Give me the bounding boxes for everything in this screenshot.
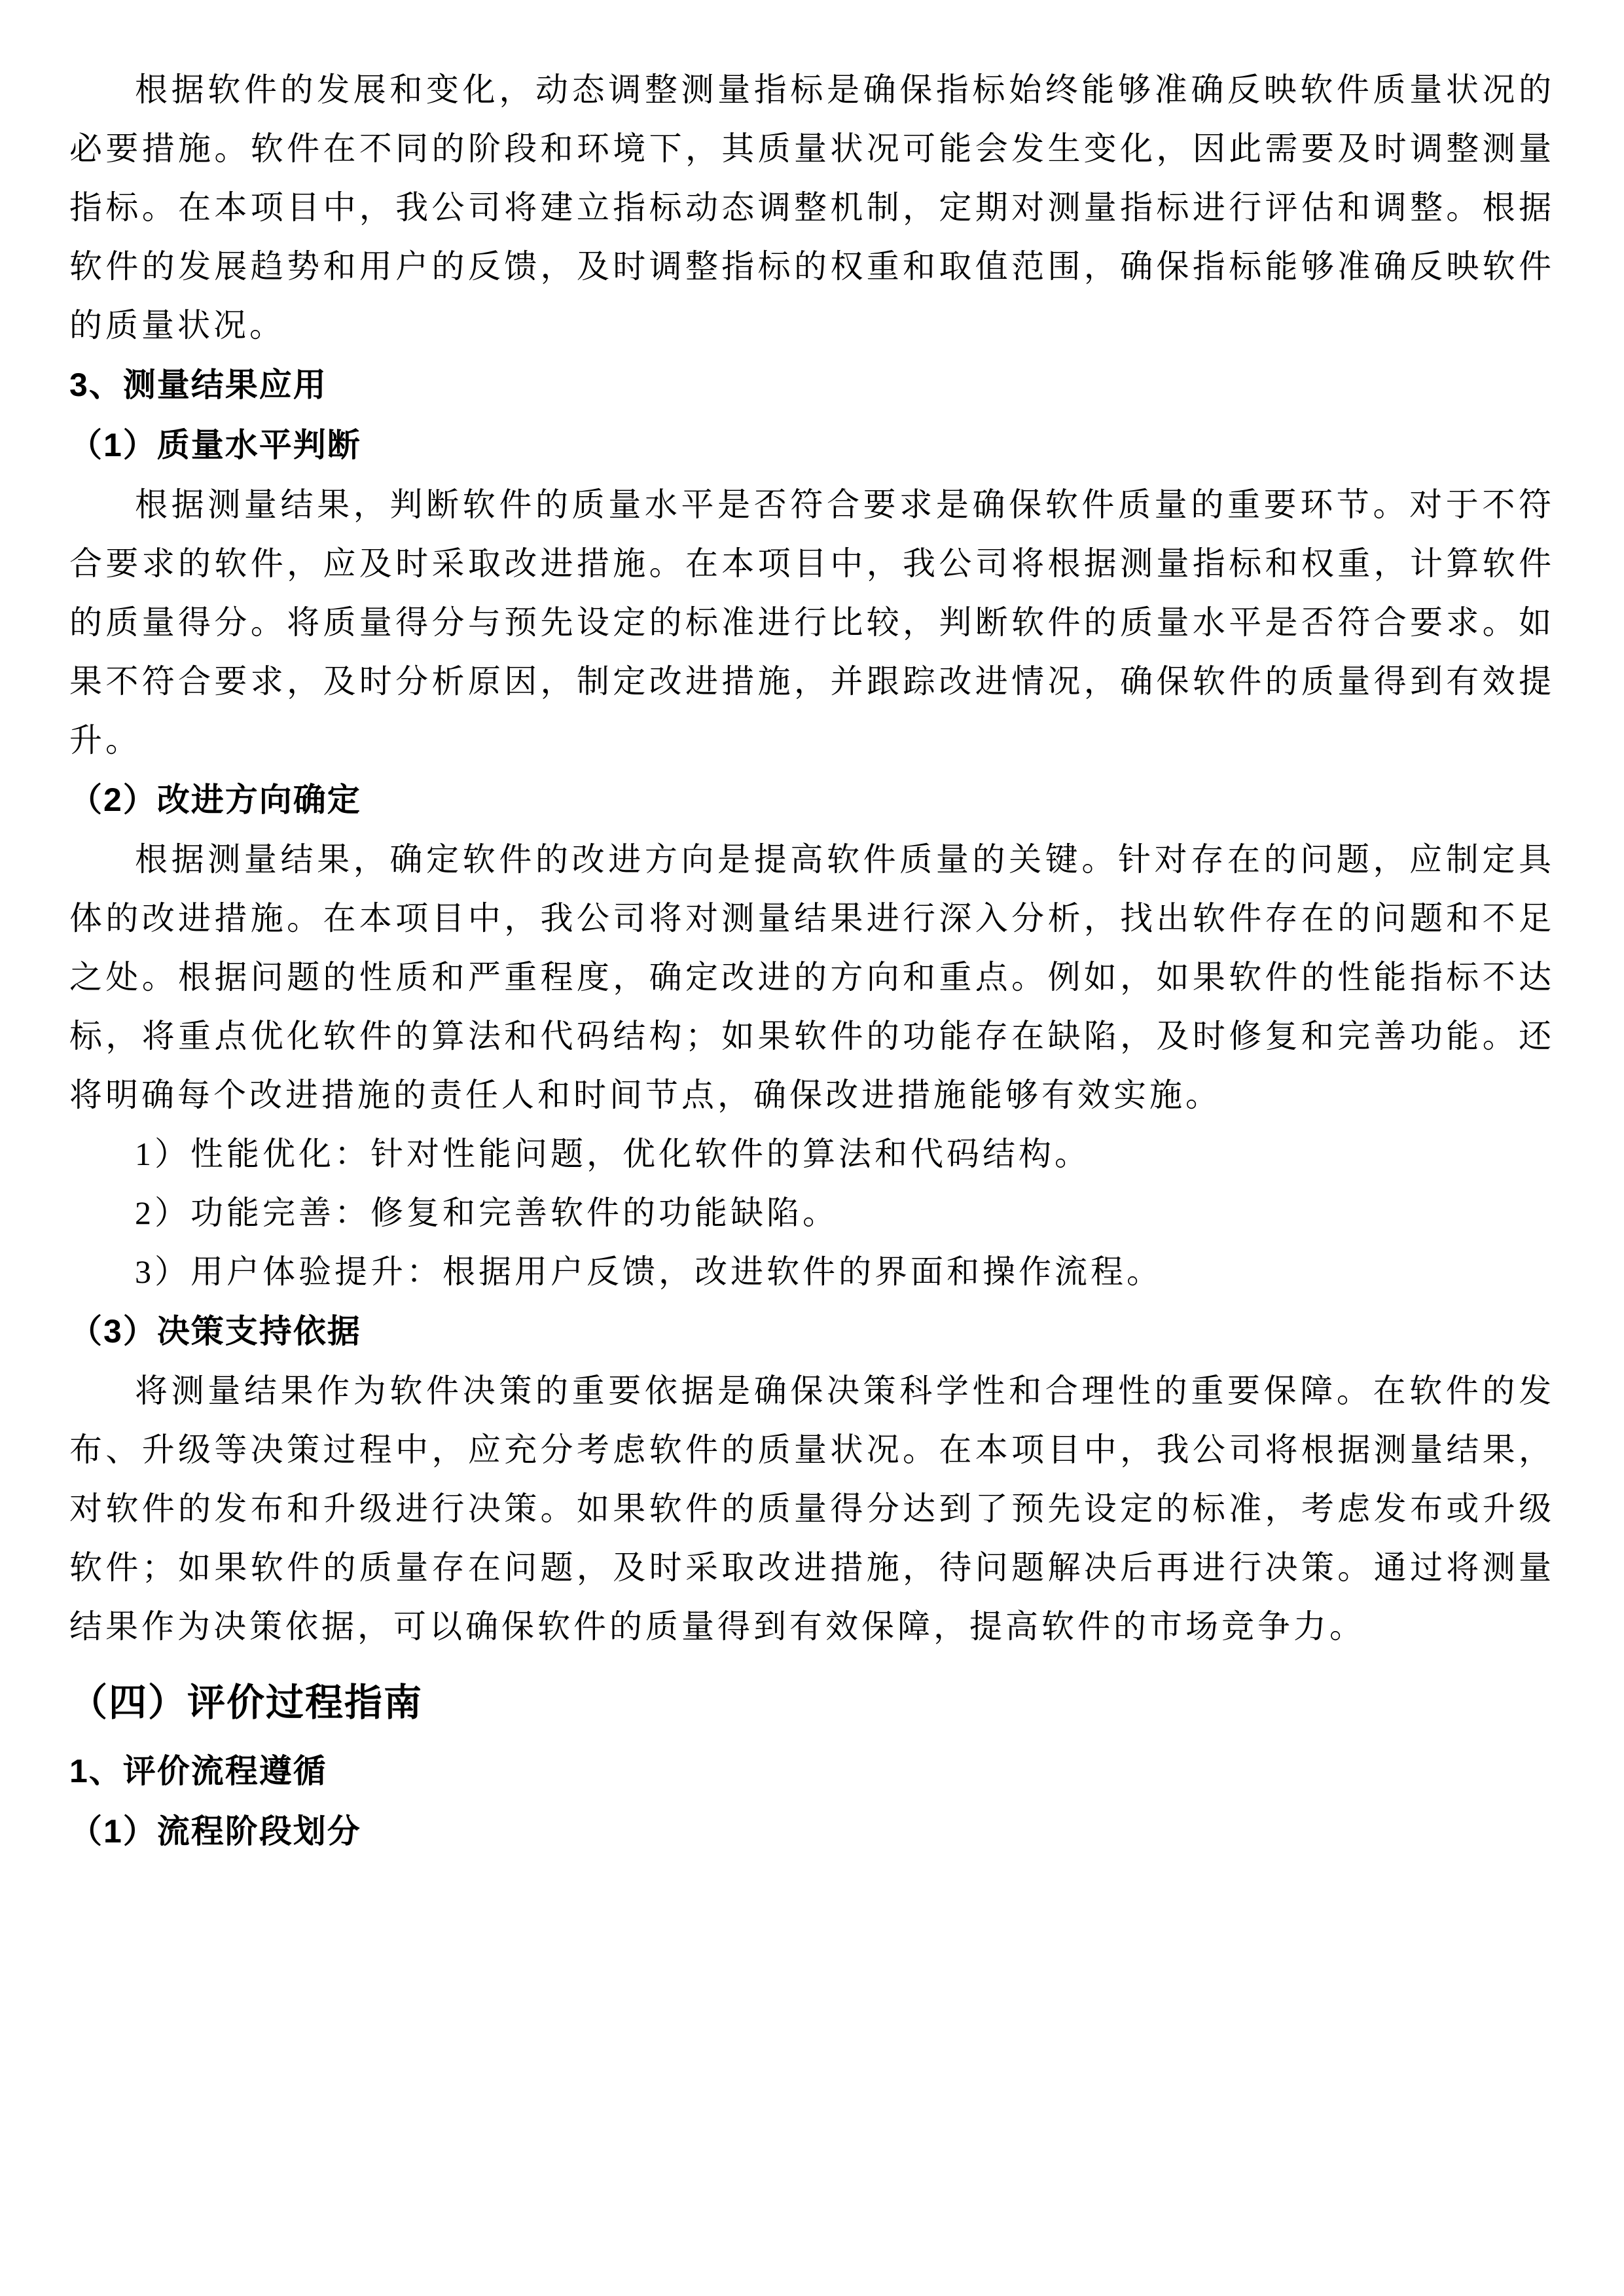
paragraph-dynamic-adjustment: 根据软件的发展和变化，动态调整测量指标是确保指标始终能够准确反映软件质量状况的必要措施。软件在不同的阶段和环境下，其质量状况可能会发生变化，因此需要及时调整测量指标。在本项目中，我公司将建立指标动态调整机制，定期对测量指标进行评估和调整。根据软件的发展趋势和用户的反馈，及时调整指标的权重和取值范围，确保指标能够准确反映软件的质量状况。 bbox=[69, 71, 1555, 344]
paragraph-decision-support: 将测量结果作为软件决策的重要依据是确保决策科学性和合理性的重要保障。在软件的发布、升级等决策过程中，应充分考虑软件的质量状况。在本项目中，我公司将根据测量结果，对软件的发布和升级进行决策。如果软件的质量得分达到了预先设定的标准，考虑发布或升级软件；如果软件的质量存在问题，及时采取改进措施，待问题解决后再进行决策。通过将测量结果作为决策依据，可以确保软件的质量得到有效保障，提高软件的市场竞争力。 bbox=[69, 1372, 1555, 1645]
heading-process-stage-division: （1）流程阶段划分 bbox=[69, 1813, 361, 1850]
heading-measurement-result-application: 3、测量结果应用 bbox=[69, 367, 327, 403]
list-item-user-experience: 3）用户体验提升：根据用户反馈，改进软件的界面和操作流程。 bbox=[135, 1253, 1163, 1290]
list-item-function-completion: 2）功能完善：修复和完善软件的功能缺陷。 bbox=[135, 1194, 839, 1231]
heading-quality-level-judgment: （1）质量水平判断 bbox=[69, 427, 361, 463]
paragraph-quality-level-judgment: 根据测量结果，判断软件的质量水平是否符合要求是确保软件质量的重要环节。对于不符合要求的软件，应及时采取改进措施。在本项目中，我公司将根据测量指标和权重，计算软件的质量得分。将质量得分与预先设定的标准进行比较，判断软件的质量水平是否符合要求。如果不符合要求，及时分析原因，制定改进措施，并跟踪改进情况，确保软件的质量得到有效提升。 bbox=[69, 486, 1555, 759]
heading-decision-support: （3）决策支持依据 bbox=[69, 1313, 361, 1350]
list-item-performance-optimization: 1）性能优化：针对性能问题，优化软件的算法和代码结构。 bbox=[135, 1136, 1091, 1172]
heading-evaluation-process-guide: （四）评价过程指南 bbox=[69, 1681, 424, 1724]
heading-evaluation-process-compliance: 1、评价流程遵循 bbox=[69, 1753, 327, 1789]
paragraph-improvement-direction: 根据测量结果，确定软件的改进方向是提高软件质量的关键。针对存在的问题，应制定具体的改进措施。在本项目中，我公司将对测量结果进行深入分析，找出软件存在的问题和不足之处。根据问题的性质和严重程度，确定改进的方向和重点。例如，如果软件的性能指标不达标，将重点优化软件的算法和代码结构；如果软件的功能存在缺陷，及时修复和完善功能。还将明确每个改进措施的责任人和时间节点，确保改进措施能够有效实施。 bbox=[69, 841, 1555, 1113]
heading-improvement-direction: （2）改进方向确定 bbox=[69, 781, 361, 818]
